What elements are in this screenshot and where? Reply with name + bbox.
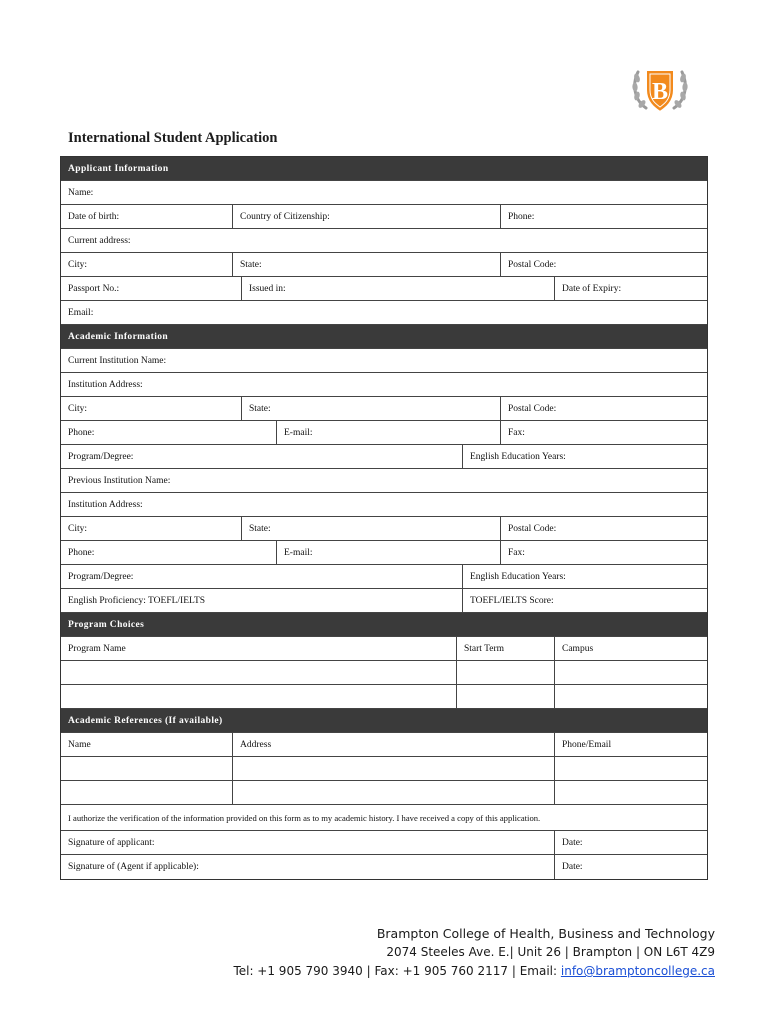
college-contact bbox=[233, 962, 715, 981]
academic-email-field[interactable]: E-mail: bbox=[277, 421, 501, 444]
section-header-applicant: Applicant Information bbox=[61, 157, 707, 181]
campus-header: Campus bbox=[562, 643, 594, 654]
program-row bbox=[61, 685, 707, 709]
program-header-row bbox=[61, 637, 707, 661]
reference-row bbox=[61, 757, 707, 781]
section-header-references: Academic References (If available) bbox=[61, 709, 707, 733]
prev-phone-field[interactable]: Phone: bbox=[61, 541, 277, 564]
issued-field[interactable]: Issued in: bbox=[242, 277, 555, 300]
applicant-email-row bbox=[61, 301, 707, 325]
phone-field[interactable]: Phone: bbox=[508, 211, 535, 222]
prev-phone-row bbox=[61, 541, 707, 565]
applicant-signature-row bbox=[61, 831, 707, 855]
prev-program-row bbox=[61, 565, 707, 589]
reference-address-cell[interactable] bbox=[233, 757, 555, 780]
reference-row bbox=[61, 781, 707, 805]
academic-fax-field[interactable]: Fax: bbox=[508, 427, 525, 438]
prev-postal-field[interactable]: Postal Code: bbox=[508, 523, 557, 534]
page-title: International Student Application bbox=[68, 130, 278, 146]
english-proficiency-field[interactable]: English Proficiency: TOEFL/IELTS bbox=[61, 589, 463, 612]
prev-email-field[interactable]: E-mail: bbox=[277, 541, 501, 564]
prev-english-years-field[interactable]: English Education Years: bbox=[470, 571, 566, 582]
applicant-passport-row bbox=[61, 277, 707, 301]
reference-name-header: Name bbox=[61, 733, 233, 756]
campus-cell[interactable] bbox=[555, 685, 707, 708]
start-term-cell[interactable] bbox=[457, 661, 555, 684]
program-degree-field[interactable]: Program/Degree: bbox=[61, 445, 463, 468]
reference-address-cell[interactable] bbox=[233, 781, 555, 804]
applicant-city-row bbox=[61, 253, 707, 277]
academic-state-field[interactable]: State: bbox=[242, 397, 501, 420]
prev-city-field[interactable]: City: bbox=[61, 517, 242, 540]
current-institution-row bbox=[61, 349, 707, 373]
academic-city-field[interactable]: City: bbox=[61, 397, 242, 420]
email-field[interactable]: Email: bbox=[68, 307, 94, 318]
state-field[interactable]: State: bbox=[233, 253, 501, 276]
agent-signature-row bbox=[61, 855, 707, 879]
reference-phone-header: Phone/Email bbox=[562, 739, 612, 750]
academic-phone-field[interactable]: Phone: bbox=[61, 421, 277, 444]
start-term-cell[interactable] bbox=[457, 685, 555, 708]
toefl-score-field[interactable]: TOEFL/IELTS Score: bbox=[470, 595, 554, 606]
program-name-header: Program Name bbox=[61, 637, 457, 660]
previous-institution-row bbox=[61, 469, 707, 493]
application-form bbox=[60, 156, 708, 880]
authorization-statement: I authorize the verification of the information provided on this form as to my academic history. I have received a copy of this application. bbox=[68, 812, 541, 823]
program-name-cell[interactable] bbox=[61, 685, 457, 708]
college-name: Brampton College of Health, Business and Technology bbox=[376, 926, 715, 941]
current-institution-field[interactable]: Current Institution Name: bbox=[68, 355, 167, 366]
agent-signature-field[interactable]: Signature of (Agent if applicable): bbox=[61, 855, 555, 879]
prev-institution-address-field[interactable]: Institution Address: bbox=[68, 499, 143, 510]
prev-city-row bbox=[61, 517, 707, 541]
contact-text: Tel: +1 905 790 3940 | Fax: +1 905 760 2117 | Email: bbox=[233, 964, 561, 978]
reference-name-cell[interactable] bbox=[61, 781, 233, 804]
campus-cell[interactable] bbox=[555, 661, 707, 684]
name-field[interactable]: Name: bbox=[68, 187, 94, 198]
applicant-date-field[interactable]: Date: bbox=[562, 837, 583, 848]
english-proficiency-row bbox=[61, 589, 707, 613]
college-logo bbox=[628, 56, 692, 120]
city-field[interactable]: City: bbox=[61, 253, 233, 276]
start-term-header: Start Term bbox=[457, 637, 555, 660]
prev-institution-address-row bbox=[61, 493, 707, 517]
dob-field[interactable]: Date of birth: bbox=[61, 205, 233, 228]
english-years-field[interactable]: English Education Years: bbox=[470, 451, 566, 462]
email-link[interactable]: info@bramptoncollege.ca bbox=[560, 964, 715, 978]
prev-program-degree-field[interactable]: Program/Degree: bbox=[61, 565, 463, 588]
section-header-program: Program Choices bbox=[61, 613, 707, 637]
academic-program-row bbox=[61, 445, 707, 469]
prev-state-field[interactable]: State: bbox=[242, 517, 501, 540]
applicant-signature-field[interactable]: Signature of applicant: bbox=[61, 831, 555, 854]
expiry-field[interactable]: Date of Expiry: bbox=[562, 283, 622, 294]
reference-phone-cell[interactable] bbox=[555, 757, 707, 780]
applicant-address-row bbox=[61, 229, 707, 253]
academic-phone-row bbox=[61, 421, 707, 445]
program-row bbox=[61, 661, 707, 685]
prev-fax-field[interactable]: Fax: bbox=[508, 547, 525, 558]
institution-address-field[interactable]: Institution Address: bbox=[68, 379, 143, 390]
college-address: 2074 Steeles Ave. E.| Unit 26 | Brampton | ON L6T 4Z9 bbox=[386, 945, 715, 959]
agent-date-field[interactable]: Date: bbox=[562, 862, 583, 872]
authorization-row bbox=[61, 805, 707, 831]
applicant-name-row bbox=[61, 181, 707, 205]
institution-address-row bbox=[61, 373, 707, 397]
reference-address-header: Address bbox=[233, 733, 555, 756]
country-field[interactable]: Country of Citizenship: bbox=[233, 205, 501, 228]
program-name-cell[interactable] bbox=[61, 661, 457, 684]
previous-institution-field[interactable]: Previous Institution Name: bbox=[68, 475, 171, 486]
applicant-dob-row bbox=[61, 205, 707, 229]
address-field[interactable]: Current address: bbox=[68, 235, 131, 246]
postal-field[interactable]: Postal Code: bbox=[508, 259, 557, 270]
references-header-row bbox=[61, 733, 707, 757]
academic-city-row bbox=[61, 397, 707, 421]
reference-phone-cell[interactable] bbox=[555, 781, 707, 804]
college-footer bbox=[233, 924, 715, 981]
academic-postal-field[interactable]: Postal Code: bbox=[508, 403, 557, 414]
reference-name-cell[interactable] bbox=[61, 757, 233, 780]
section-header-academic: Academic Information bbox=[61, 325, 707, 349]
passport-field[interactable]: Passport No.: bbox=[61, 277, 242, 300]
svg-text:B: B bbox=[651, 79, 669, 105]
